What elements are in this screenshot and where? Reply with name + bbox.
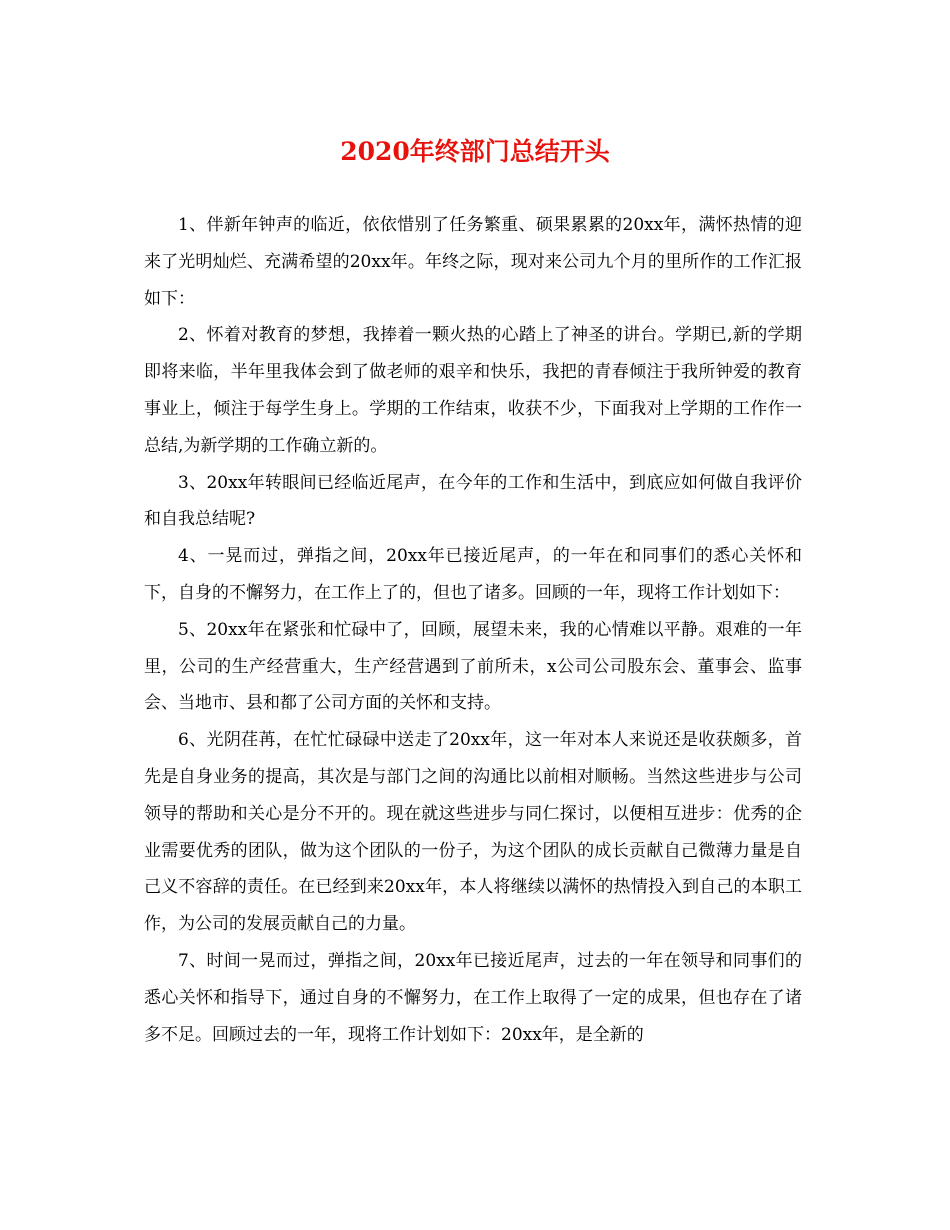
paragraph-7: 7、时间一晃而过，弹指之间，20xx年已接近尾声，过去的一年在领导和同事们的悉心关怀和指导下，通过自身的不懈努力，在工作上取得了一定的成果，但也存在了诸多不足。回顾过去的一年，现将工作计划如下：20xx年，是全新的	[144, 950, 802, 1045]
paragraph-3: 3、20xx年转眼间已经临近尾声，在今年的工作和生活中，到底应如何做自我评价和自我总结呢?	[144, 472, 802, 530]
document-title: 2020年终部门总结开头	[340, 137, 610, 166]
paragraph-6: 6、光阴荏苒，在忙忙碌碌中送走了20xx年，这一年对本人来说还是收获颇多，首先是自身业务的提高，其次是与部门之间的沟通比以前相对顺畅。当然这些进步与公司领导的帮助和关心是分不开的。现在就这些进步与同仁探讨，以便相互进步：优秀的企业需要优秀的团队，做为这个团队的一份子，为这个团队的成长贡献自己微薄力量是自己义不容辞的责任。在已经到来20xx年，本人将继续以满怀的热情投入到自己的本职工作，为公司的发展贡献自己的力量。	[144, 730, 802, 935]
paragraph-1: 1、伴新年钟声的临近，依依惜别了任务繁重、硕果累累的20xx年，满怀热情的迎来了光明灿烂、充满希望的20xx年。年终之际，现对来公司九个月的里所作的工作汇报如下：	[144, 215, 802, 309]
document-body	[144, 207, 802, 1053]
paragraph-2: 2、怀着对教育的梦想，我捧着一颗火热的心踏上了神圣的讲台。学期已,新的学期即将来临，半年里我体会到了做老师的艰辛和快乐，我把的青春倾注于我所钟爱的教育事业上，倾注于每学生身上。学期的工作结束，收获不少，下面我对上学期的工作作一总结,为新学期的工作确立新的。	[144, 325, 802, 456]
paragraph-5: 5、20xx年在紧张和忙碌中了，回顾，展望未来，我的心情难以平静。艰难的一年里，公司的生产经营重大，生产经营遇到了前所未，x公司公司股东会、董事会、监事会、当地市、县和都了公司方面的关怀和支持。	[144, 619, 802, 714]
paragraph-4: 4、一晃而过，弹指之间，20xx年已接近尾声，的一年在和同事们的悉心关怀和下，自身的不懈努力，在工作上了的，但也了诸多。回顾的一年，现将工作计划如下：	[144, 546, 802, 603]
